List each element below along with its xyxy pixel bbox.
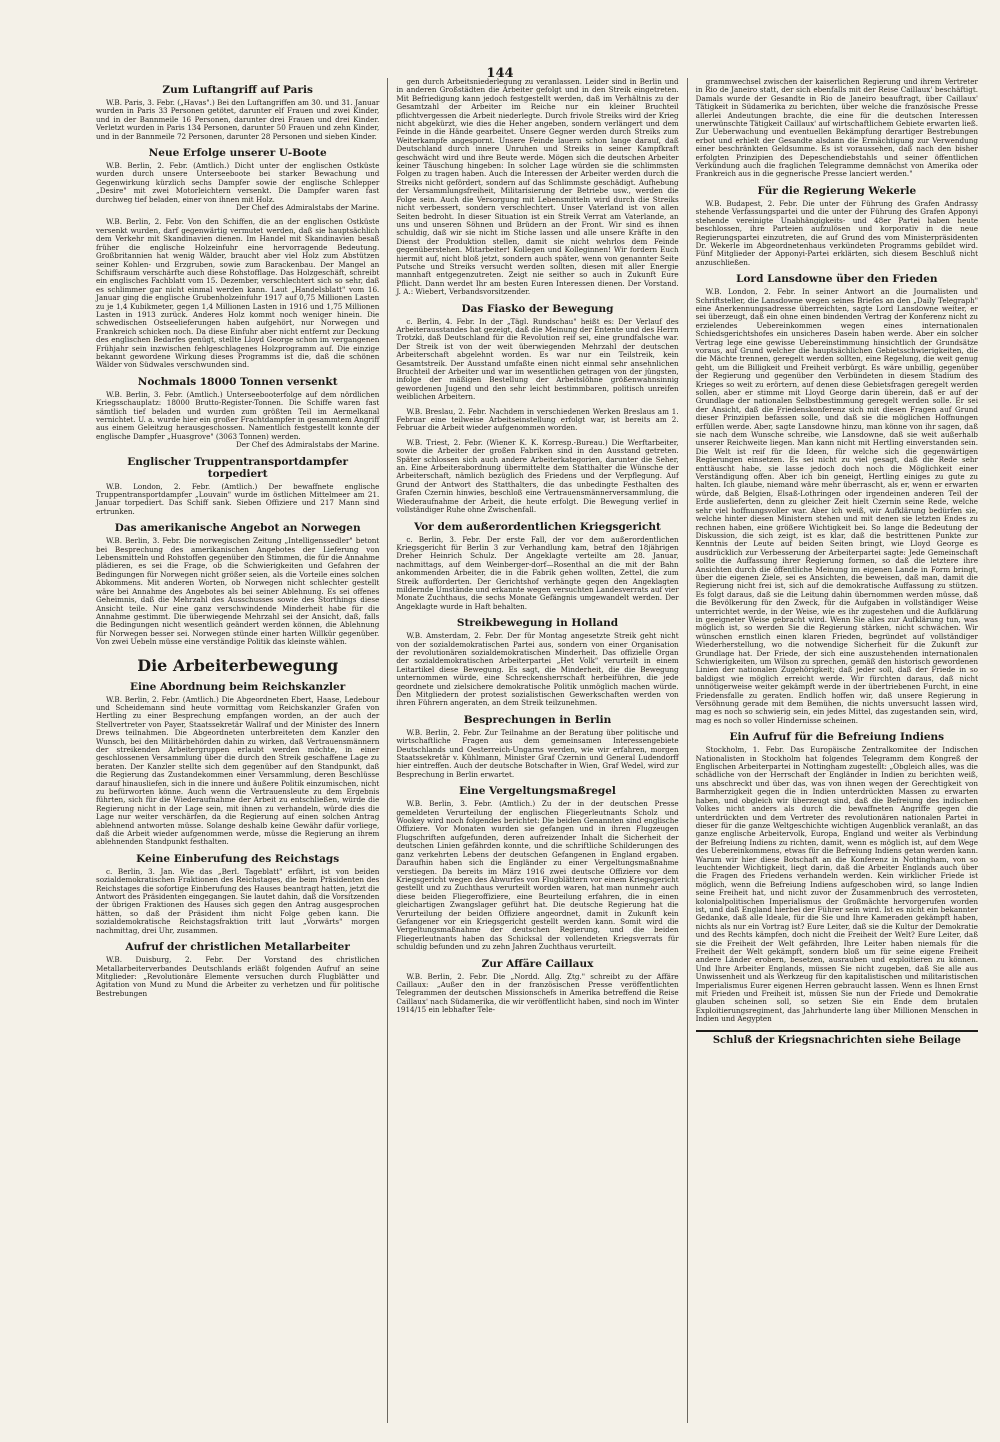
article-headline: Eine Vergeltungsmaßregel [459,785,616,798]
article-body: W.B. Berlin, 2. Febr. Die „Nordd. Allg. Ztg." schreibt zu der Affäre Caillaux: „Außer den in der französischen Presse veröffentlichten Telegrammen der deutschen Missionschefs in Amerika betreffend die Reise Caillaux' nach Südamerika, die wir veröffentlicht haben, sind noch im Winter 1914/15 ein lebhafter Tele- [396,971,679,1015]
article-headline: Das Fiasko der Bewegung [461,302,614,315]
newspaper-columns [88,78,986,1423]
article [396,521,678,612]
article [96,941,379,998]
article [96,147,379,212]
article [696,185,978,267]
column-2 [387,78,686,1423]
article-body: gen durch Arbeitsniederlegung zu veranlassen. Leider sind in Berlin und in anderen Großstädten die Arbeiter gefolgt und in den Streik eingetreten. Mit Befriedigung kann jedoch festgestellt werden, daß im Verhältnis zu der Gesamtzahl der Arbeiter im Reiche nur ein kleiner Bruchteil pflichtvergessen die Arbeit niederlegte. Durch frivole Streiks wird der Krieg nicht abgekürzt, wie dies die Heher angeben, sondern verlängert und dem Feinde in die Hände gearbeitet. Unsere Gegner werden durch Streiks zum Weiterkampfe angespornt. Unsere Feinde lauern schon lange darauf, daß Deutschland durch innere Unruhen und Streiks in seiner Kampfkraft geschwächt wird und ihre Beute werde. Mögen sich die deutschen Arbeiter keiner Täuschung hingeben: In solcher Lage würden sie die schlimmsten Folgen zu tragen haben. Auch die Interessen der Arbeiter werden durch die Streiks nicht gefördert, sondern auf das Schlimmste geschädigt. Aufhebung der Versammlungsfreiheit, Militarisierung der Betriebe usw., werden die Folge sein. Auch die Versorgung mit Lebensmitteln wird durch die Streiks nicht verbessert, sondern verschlechtert. Unser Vaterland ist von allen Seiten bedroht. In dieser Situation ist ein Streik Verrat am Vaterlande, an uns und unseren Söhnen und Brüdern an der Front. Wir sind es ihnen schuldig, daß wir sie nicht im Stiche lassen und alle unsere Kräfte in den Dienst der Produktion stellen, damit sie nicht wehrlos dem Feinde gegenüberstehen. Mitarbeiter! Kollegen und Kolleginnen! Wir fordern Euch hiermit auf, nicht bloß jetzt, sondern auch später, wenn von genannter Seite Putsche und Streiks versucht werden sollten, diesen mit aller Energie mannhaft entgegenzutreten. Zeigt nie seither so auch in Zukunft Eure Pflicht. Dann werdet Ihr am besten Euren Interessen dienen. Der Vorstand. J. A.: Wiebert, Verbandsvorsitzender. [396,78,679,297]
article-body: W.B. Berlin, 3. Febr. Die norwegischen Zeitung „Intelligenssedler" betont bei Besprechung des amerikanischen Angebotes der Lieferung von Lebensmitteln und Rohstoffen gegenüber den Stimmen, die für die Annahme plädieren, es sei die Frage, ob die Schwierigkeiten und Gefahren der Bedingungen für Norwegen nicht größer seien, als die Vorteile eines solchen Abkommens. Mit anderen Worten, ob Norwegen nicht schlechter gestellt wäre bei Annahme des Angebotes als bei seiner Ablehnung. Es sei offenes Geheimnis, daß die Mehrzahl des Ausschusses sowie des Storthings diese Ansicht teile. Nur eine ganz verschwindende Minderheit habe für die Annahme gestimmt. Die überwiegende Mehrzahl sei der Ansicht, daß, falls die Bedingungen nicht wesentlich geändert werden können, die Ablehnung für Norwegen besser sei. Norwegen stünde einer harten Willkür gegenüber. Von zwei Uebeln müsse eine verständige Politik das kleinste wählen. [96,536,380,647]
article-body: grammwechsel zwischen der kaiserlichen Regierung und ihrem Vertreter in Rio de Janeiro statt, der sich ebenfalls mit der Reise Caillaux' beschäftigt. Damals wurde der Gesandte in Rio de Janeiro beauftragt, über Caillaux' Tätigkeit in Südamerika zu berichten, über welche die französische Presse allerlei Andeutungen brachte, die eine für die deutschen Interessen unerwünschte Tätigkeit Caillaux' auf wirtschaftlichem Gebiete erwarten ließ. Zur Ueberwachung und eventuellen Bekämpfung derartiger Bestrebungen erbot und erhielt der Gesandte alsdann die Ermächtigung zur Verwendung einer beschränkten Geldsumme. Es ist voraussehen, daß nach den bisher erfolgten Prinzipien des Depeschendiebstahls und seiner öffentlichen Verkündung auch die fraglichen Telegramme demnächst von Amerika oder Frankreich aus in die gegnerische Presse lanciert werden." [695,78,978,179]
article [396,408,678,433]
article-body: W.B. London, 2. Febr. In seiner Antwort an die Journalisten und Schriftsteller, die Lansdowne wegen seines Briefes an den „Daily Telegraph" eine Anerkennungsadresse überreichten, sagte Lord Lansdowne weiter, er sei überzeugt, daß ein ohne einen bindenden Vertrag der Konferenz nicht zu erzielendes Uebereinkommen wegen eines internationalen Schiedsgerichtshofes ein unsicheres Dasein haben werde. Aber ein solcher Vertrag lege eine gewisse Uebereinstimmung hinsichtlich der Grundsätze voraus, auf Grund welcher die hauptsächlichen Gebietsschwierigkeiten, die die Mächte trennen, geregelt werden sollten, eine Regelung, die weit genug geht, um die Billigkeit und Freiheit verbürgt. Es wäre unbillig, gegenüber der Regierung und gegenüber den Verbündeten in diesem Stadium des Krieges so weit zu erörtern, auf denen diese Gebietsfragen geregelt werden sollen, aber er stimme mit Lloyd George darin überein, daß er auf der Grundlage der nationalen Selbstbestimmung geregelt werden solle. Er sei der Ansicht, daß die Friedenskonferenz sich mit diesen Fragen auf Grund dieser Prinzipien befassen solle, und daß sie die möglichen Hoffnungen erfüllen werde. Aber, sagte Lansdowne hinzu, man könne von ihr sagen, daß sie nach dem Wunsche schreibe, wie Lansdowne, daß sie weit außerhalb unserer Reichweite liegen. Man kann nicht mit Hertling einverstanden sein. Die Welt ist reif für die Ideen, für welche sich die gegenwärtigen Regierungen einsetzen. Es sei nicht zu viel gesagt, daß die Rede sehr enttäuscht habe, sie lasse jedoch doch noch die Möglichkeit einer Verständigung offen. Aber ich bin geneigt, Hertling einiges zu gute zu halten. Ich glaube, niemand wäre mehr überrascht, als er, wenn er erwarten würde, daß Belgien, Elsaß-Lothringen oder irgendeinen anderen Teil der Erde auslieferten, denn zu gleicher Zeit hielt Czernin seine Rede, welche sehr viel hoffnungsvoller war. Aber ich weiß, wir Aufklärung bedürfen sie, welche hinter diesen Ministern stehen und mit denen sie letzten Endes zu rechnen haben, eine größere Wichtigkeit bei. So lange die Bedeutung der Diskussion, die sich zeigt, ist es klar, daß die bestrittenen Punkte zur Kenntnis der Leute auf beiden Seiten bringt, wie Lloyd George es ausdrücklich zur Verbesserung der Arbeiterpartei sagte: Jede Gemeinschaft sollte die Auffassung ihrer Regierung formen, so daß die letztere ihre Ansichten durch die öffentliche Meinung im eigenen Lande in Form bringt, über die eigenen Ziele, sei es Ansichten, die beweisen, daß man, damit die Regierung nicht frei ist, sich auf die demokratische Auffassung zu stützen. Es folgt daraus, daß sie die Leitung dahin übernommen werden müsse, daß die Bevölkerung für den Zweck, für die Aufgaben in vollständiger Weise unterrichtet werde, in der Weise, wie es ihr zugestehen und die Aufklärung in geeigneter Weise gebracht wird. Wenn Sie alles zur Aufklärung tun, was möglich ist, so werden Sie die Regierung stärken, nicht schwächen. Wir wünschen ernstlich einen klaren Frieden, begründet auf vollständiger Wiederherstellung, wo die notwendige Sicherheit für die Zukunft zur Grundlage hat. Der Friede, der sich eine auszustehenden internationalen Schwierigkeiten, um Wilson zu sprechen, gemäß den historisch gewordenen Linien der nationalen Zugehörigkeit; daß jeder soll, daß der Friede in so baldigst wie möglich erreicht werde. Wir fürchten daraus, daß nicht unnötigerweise weiter gekämpft werde in der übertriebenen Furcht, in eine Friedensfalle zu geraten. Endlich hoffen wir, daß unsere Regierung in Versöhnung gerade mit dem Bemühen, die nichts unversucht lassen wird, mag es noch so schwierig sein, ein jedes Mittel, das zugestanden sein, wird, mag es noch so voller Hindernisse scheinen. [695,287,978,725]
page-number: 144 [486,66,514,81]
article-body: Stockholm, 1. Febr. Das Europäische Zentralkomitee der Indischen Nationalisten in Stockholm hat folgendes Telegramm dem Kongreß der Englischen Arbeiterpartei in Nottingham zugestellt: „Obgleich alles, was die schädliche von der Herrschaft der Engländer in Indien zu berichten weiß, uns abschreckt und über das, was von ihnen wegen der Gerechtigkeit von Barmherzigkeit gegen die in Indien unterdrückten Massen zu erwarten haben, und obgleich wir überzeugt sind, daß die Befreiung des indischen Volkes nicht anders als durch die bewaffneten Angriffe gegen die unterdrückten und dem Vertreter des revolutionären nationalen Partei in dieser für die ganze Weltgeschichte wichtigen Augenblick veranlaßt, an das ganze englische Arbeitervolk, Europa, England und weiter als Verbindung der Befreiung Indiens zu richten, damit, wenn es möglich ist, auf dem Wege des Uebereinkommens, etwas für die Befreiung Indiens getan werden kann. Warum wir hier diese Botschaft an die Konferenz in Nottingham, von so leuchtender Wichtigkeit, liegt darin, daß die Arbeiter Englands auch über die Fragen des Friedens verhandeln werden. Kein wirklicher Friede ist möglich, wenn die Befreiung Indiens aufgeschoben wird, so lange Indien seine Freiheit hat, und nicht zuvor der Zusammenbruch des verrosteten, kolonialpolitischen Imperialismus der Großmächte hervorgerufen worden ist, und daß England hierbei der Führer sein wird. Ist es nicht ein bekannter Gedanke, daß alle Ideale, für die Sie und Ihre Kameraden gekämpft haben, nichts als nur ein Vortrag ist? Eure Leiter, daß sie die Kultur der Demokratie und des Rechts kämpfen, doch nicht die Freiheit der Welt? Eure Leiter, daß sie die Freiheit der Welt gefährden, Ihre Leiter haben niemals für die Freiheit der Welt gekämpft, sondern bloß um für seine eigene Freiheit andere Länder erobern, besetzen, ausrauben und exploitieren zu können. Und Ihre Arbeiter Englands, müssen Sie nicht zugeben, daß Sie alle aus Unwissenheit und als Werkzeug für den kapitalistischen und militaristischen Imperialismus Eurer eigenen Herren gebraucht lassen. Wenn es Ihnen Ernst mit Frieden und Freiheit ist, müssen Sie nun der Friede und Demokratie glauben scheinen soll, so setzen Sie ein Ende dem brutalen Exploitierungsregiment, das Jahrhunderte lang über Millionen Menschen in Indien und Aegypten [695,745,978,1024]
article-body: W.B. Paris, 3. Febr. („Havas".) Bei den Luftangriffen am 30. und 31. Januar wurden in Paris 33 Personen getötet, darunter elf Frauen und zwei Kinder, und in der Bannmeile 16 Personen, darunter drei Frauen und drei Kinder. Verletzt wurden in Paris 134 Personen, darunter 50 Frauen und zehn Kinder, und in der Bannmeile 72 Personen, darunter 28 Personen und sieben Kinder. [96,98,380,141]
article-body: W.B. Duisburg, 2. Febr. Der Vorstand des christlichen Metallarbeiterverbandes Deutschlands erläßt folgenden Aufruf an seine Mitglieder: „Revolutionäre Elemente versuchen durch Flugblätter und Agitation von Mund zu Mund die Arbeiter zu verhetzen und für politische Bestrebungen [96,955,380,998]
article-headline: Die Arbeiterbewegung [137,655,339,675]
article [96,456,379,517]
article [96,376,379,450]
article [696,78,978,179]
article [396,714,678,779]
article [96,218,379,369]
article-headline: Für die Regierung Wekerle [757,184,917,197]
article-signature: Der Chef des Admiralstabs der Marine. [235,440,380,450]
column-footer-note: Schluß der Kriegsnachrichten siehe Beilage [696,1030,978,1046]
article [396,617,678,708]
article-headline: Nochmals 18000 Tonnen versenkt [137,375,338,388]
article-headline: Lord Lansdowne über den Frieden [736,273,938,286]
article-body: W.B. Breslau, 2. Febr. Nachdem in verschiedenen Werken Breslaus am 1. Februar eine teilweise Arbeitseinstellung erfolgt war, ist bereits am 2. Februar die Arbeit wieder aufgenommen worden. [396,406,679,433]
article-headline: Ein Aufruf für die Befreiung Indiens [729,731,945,744]
article-body: W.B. Berlin, 2. Febr. (Amtlich.) Dicht unter der englischen Ostküste wurden durch unsere Unterseeboote bei starker Bewachung und Gegenwirkung kürzlich sechs Dampfer sowie der englische Schlepper „Desire" mit zwei Motorleichtern versenkt. Die Dampfer waren fast durchweg tief beladen, einer von ihnen mit Holz. [96,161,380,204]
column-1 [88,78,387,1423]
article [396,439,678,515]
article-body: W.B. Berlin, 3. Febr. (Amtlich.) Zu der in der deutschen Presse gemeldeten Verurteilung der englischen Fliegerleutnants Scholz und Wookey wird noch folgendes berichtet: Die beiden Genannten sind englische Offiziere. Vor Monaten wurden sie gefangen und in ihren Flugzeugen Flugschriften aufgefunden, deren aufreizender Inhalt die Sicherheit der deutschen Linien gefährden konnte, und die schriftliche Schilderungen des ganz verkehrten Lebens der deutschen Gefangenen in England ergaben. Daraufhin haben sich die Engländer zu einer Vergeltungsmaßnahme verstiegen. Da bereits im März 1916 zwei deutsche Offiziere vor dem Kriegsgericht wegen des Abwurfes von Flugblättern vor einem Kriegsgericht gestellt und zu Zuchthaus verurteilt worden waren, hat man nunmehr auch diese beiden Fliegeroffiziere, eine Beurteilung erfahren, die in einen gleichartigen Zwangslager geführt hat. Die deutsche Regierung hat die Verurteilung der beiden Offiziere angeordnet, damit in Zukunft kein Gefangener vor ein Kriegsgericht gestellt werden kann. Somit wird die Vergeltungsmaßnahme der deutschen Regierung, und die beiden Fliegerleutnants haben das Schicksal der vollendeten Kriegsverrats für schuldig befunden und zu zehn Jahren Zuchthaus verurteilt. [396,799,679,952]
article [96,84,379,141]
article-body: W.B. Berlin, 2. Febr. (Amtlich.) Die Abgeordneten Ebert, Haase, Ledebour und Scheidemann sind heute vormittag vom Reichskanzler Grafen von Hertling zu einer Besprechung empfangen worden, an der auch der Stellvertreter von Payer, Staatssekretär Wallraf und der Minister des Innern Drews teilnahmen. Die Abgeordneten unterbreiteten dem Kanzler den Wunsch, bei den Militärbehörden dahin zu wirken, daß Vertrauensmännern der streikenden Arbeitergruppen erlaubt werden möchte, in einer geschlossenen Versammlung über die durch den Streik geschaffene Lage zu beraten. Der Kanzler stellte sich dem gegenüber auf den Standpunkt, daß die Regierung das Zustandekommen einer Versammlung, deren Beschlüsse darauf hinausliefen, sich in die innere und äußere Politik einzumischen, nicht zu befürworten könne. Auch wenn die Vertrauensleute zu dem Ergebnis führten, sich für die Wiederaufnahme der Arbeit zu entschließen, würde die Regierung nicht in der Lage sein, mit ihnen zu verhandeln, würde dies die Lage nur weiter verschärfen, da die Regierung auf einen solchen Antrag ablehnend antworten müsse. Solange deshalb keine Gewähr dafür vorliege, daß die Arbeit wieder aufgenommen werde, müsse die Regierung an ihrem ablehnenden Standpunkt festhalten. [96,694,380,847]
article-body: W.B. Berlin, 3. Febr. (Amtlich.) Unterseebooterfolge auf dem nördlichen Kriegsschauplatz: 18000 Brutto-Register-Tonnen. Die Schiffe waren fast sämtlich tief beladen und wurden zum größten Teil im Aermelkanal vernichtet. U. a. wurde hier ein großer Frachtdampfer in gesammtem Angriff aus einem Geleitzug herausgeschossen. Namentlich festgestellt konnte der englische Dampfer „Huasgrove" (3063 Tonnen) werden. [96,389,380,441]
column-3 [687,78,986,1423]
article [696,273,978,725]
article-body: c. Berlin, 4. Febr. In der „Tägl. Rundschau" heißt es: Der Verlauf des Arbeiterausstandes hat gezeigt, daß die Meinung der Entente und des Herrn Trotzki, daß Deutschland für die Revolution reif sei, eine grundfalsche war. Der Streik ist von der weit überwiegenden Mehrzahl der deutschen Arbeiterschaft abgelehnt worden. Es war nur ein Teilstreik, kein Gesamtstreik. Der Ausstand umfaßte einen nicht einmal sehr ansehnlichen Bruchteil der Arbeiter und war im wesentlichen getragen von der jüngsten, infolge der mäßigen Bestellung der Arbeitslöhne größenwahnsinnig gewordenen Jugend und den sehr leicht bestimmbaren, politisch unreifen weiblichen Arbeitern. [396,316,679,402]
article [396,785,678,951]
article-headline: Keine Einberufung des Reichstags [136,852,340,865]
article-body: W.B. Triest, 2. Febr. (Wiener K. K. Korresp.-Bureau.) Die Werftarbeiter, sowie die Arbeiter der großen Fabriken sind in den Ausstand getreten. Später schlossen sich auch andere Arbeiterkategorien, darunter die Seher, an. Eine Arbeiterabordnung übermittelte dem Statthalter die Wünsche der Arbeiterschaft, nämlich bezüglich des Friedens und der Verpflegung. Auf Grund der Antwort des Statthalters, die das unbedingte Festhalten des Grafen Czernin hinwies, beschloß eine Vertrauensmännerversammlung, die Wiederaufnahme der Arbeit, die heute erfolgt. Die Bewegung verlief in vollständiger Ruhe ohne Zwischenfall. [396,437,679,515]
article-headline: Besprechungen in Berlin [463,713,612,726]
article-body: W.B. Amsterdam, 2. Febr. Der für Montag angesetzte Streik geht nicht von der sozialdemokratischen Partei aus, sondern von einer Organisation der revolutionären sozialdemokratischen Minderheit. Das offizielle Organ der sozialdemokratischen Arbeiterpartei „Het Volk" verurteilt in einem Leitartikel diese Bewegung. Es sagt, die Minderheit, die die Bewegung unternommen würde, eine Schreckensherrschaft herbeiführen, die jede geordnete und zielsichere demokratische Politik unmöglich machen würde. Den Mitgliedern der protest sozialistischen Gewerkschaften werden von ihren Führern angeraten, an dem Streik teilzunehmen. [396,631,679,708]
article [396,78,678,297]
article-body: c. Berlin, 3. Febr. Der erste Fall, der vor dem außerordentlichen Kriegsgericht für Berlin 3 zur Verhandlung kam, betraf den 18jährigen Dreher Heinrich Schulz. Der Angeklagte verteilte am 28. Januar, nachmittags, auf dem Weinberger-dorf—Rosenthal an die mit der Bahn ankommenden Arbeiter, die in die Fabrik gehen wollten, Zettel, die zum Streik aufforderten. Der Gerichtshof verhängte gegen den Angeklagten mildernde Umstände und erkannte wegen versuchten Landesverrats auf vier Monate Zuchthaus, die sechs Monate Gefängnis umgewandelt werden. Der Angeklagte wurde in Haft behalten. [396,534,679,611]
article-headline: Zur Affäre Caillaux [481,957,594,970]
article-headline: Das amerikanische Angebot an Norwegen [114,522,361,535]
article [396,958,678,1015]
article [396,303,678,402]
article [96,522,379,646]
article-headline: Zum Luftangriff auf Paris [162,84,313,96]
article-body: W.B. Berlin, 2. Febr. Zur Teilnahme an der Beratung über politische und wirtschaftliche Fragen aus dem gemeinsamen Interessengebiete Deutschlands und Oesterreich-Ungarns werden, wie wir erfahren, morgen Staatssekretär v. Kühlmann, Minister Graf Czernin und General Ludendorff hier eintreffen. Auch der deutsche Botschafter in Wien, Graf Wedel, wird zur Besprechung in Berlin erwartet. [396,727,679,779]
article-body: W.B. Budapest, 2. Febr. Die unter der Führung des Grafen Andrassy stehende Verfassungspartei und die unter der Führung des Grafen Apponyi stehende vereinigte Unabhängigkeits- und 48er Partei haben heute beschlossen, ihre Parteien aufzulösen und korporativ in die neue Regierungspartei einzutreten, die auf Grund des vom Ministerpräsidenten Dr. Wekerle im Abgeordnetenhaus verkündeten Programms gebildet wird. Fünf Mitglieder der Apponyi-Partei erklärten, sich diesem Beschluß nicht anzuschließen. [695,198,978,267]
article-headline: Streikbewegung in Holland [456,617,619,630]
article [696,731,978,1023]
article-body: W.B. London, 2. Febr. (Amtlich.) Der bewaffnete englische Truppentransportdampfer „Louvain" wurde im östlichen Mittelmeer am 21. Januar torpediert. Das Schiff sank. Sieben Offiziere und 217 Mann sind ertrunken. [96,481,380,516]
article-headline: Aufruf der christlichen Metallarbeiter [125,941,350,954]
article-headline: Vor dem außerordentlichen Kriegsgericht [414,520,661,533]
article-headline: Neue Erfolge unserer U-Boote [148,147,327,160]
article-body: c. Berlin, 3. Jan. Wie das „Berl. Tageblatt" erfährt, ist von beiden sozialdemokratischen Fraktionen des Reichstages, die beim Präsidenten des Reichstages die sofortige Einberufung des Hauses beantragt hatten, jetzt die Antwort des Präsidenten eingegangen. Sie lautet dahin, daß die Vorsitzenden der übrigen Fraktionen des Hauses sich gegen den Antrag ausgesprochen hätten, so daß der Präsident ihm nicht Folge geben kann. Die sozialdemokratische Reichstagsfraktion tritt laut „Vorwärts" morgen nachmittag, drei Uhr, zusammen. [96,866,380,935]
article-signature: Der Chef des Admiralstabs der Marine. [235,203,380,213]
article-body: W.B. Berlin, 2. Febr. Von den Schiffen, die an der englischen Ostküste versenkt wurden, darf gegenwärtig vermutet werden, daß sie hauptsächlich dem Verkehr mit Skandinavien dienen. Im Handel mit Skandinavien besaß früher die englische Holzeinfuhr eine hervorragende Bedeutung. Großbritannien hat wenig Wälder, braucht aber viel Holz zum Abstützen seiner Kohlen- und Erzgruben, sowie zum Barackenbau. Der Mangel an Schiffsraum verschärfte auch diese Rohstofflage. Das Holzgeschäft, schreibt ein englisches Fachblatt vom 15. Dezember, verschlechtert sich so sehr, daß es schlimmer gar nicht einmal werden kann. Laut „Handelsblatt" vom 16. Januar ging die englische Grubenholzeinfuhr 1917 auf 0,75 Millionen Lasten zu je 1,4 Kubikmeter, gegen 1,4 Millionen Lasten in 1916 und 1,75 Millionen Lasten in 1913 zurück. Anderes Holz kommt noch weniger hinein. Die schwedischen Ostseelieferungen haben aufgehört, nur Norwegen und Frankreich schicken noch. Da diese Einfuhr aber nicht entfernt zur Deckung des englischen Bedarfes genügt, stellte Lloyd George schon im vergangenen Frühjahr sein inzwischen fehlgeschlagenes Holzprogramm auf. Die einzige bekannt gewordene Wirkung dieses Programms ist die, daß die schönen Wälder von Südwales verschwunden sind. [96,217,380,370]
article-headline: Englischer Truppentransportdampfer torpediert [127,455,349,480]
article [96,853,379,935]
article-headline: Eine Abordnung beim Reichskanzler [130,680,346,693]
article [96,681,379,847]
article [96,657,379,675]
